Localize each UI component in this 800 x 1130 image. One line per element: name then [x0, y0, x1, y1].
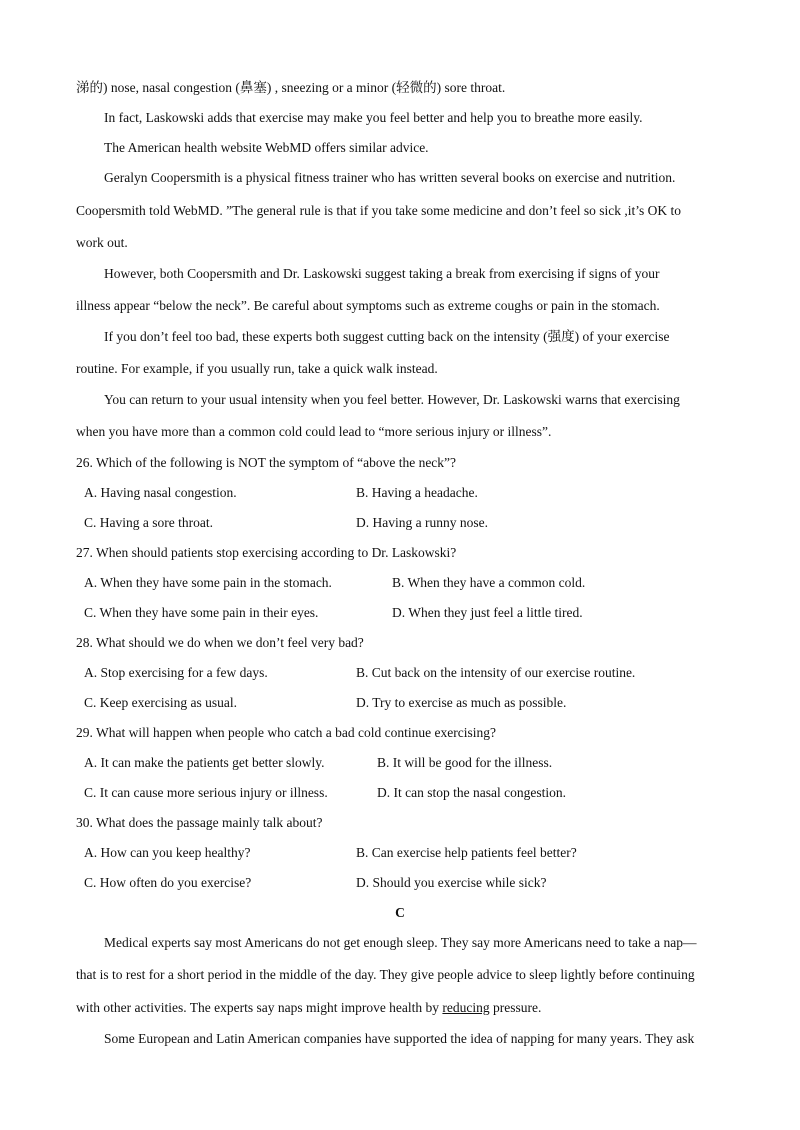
answer-option: A. It can make the patients get better slowly. [84, 755, 325, 770]
passage-b-line: In fact, Laskowski adds that exercise may make you feel better and help you to breathe more easily. [104, 110, 643, 125]
passage-b-line: when you have more than a common cold could lead to “more serious injury or illness”. [76, 424, 552, 439]
question-stem: 26. Which of the following is NOT the symptom of “above the neck”? [76, 455, 457, 470]
question-stem: 27. When should patients stop exercising according to Dr. Laskowski? [76, 545, 457, 560]
answer-option: C. How often do you exercise? [84, 875, 252, 890]
answer-option: B. Cut back on the intensity of our exercise routine. [356, 665, 636, 680]
answer-option: C. Keep exercising as usual. [84, 695, 237, 710]
answer-option: A. When they have some pain in the stomach. [84, 575, 332, 590]
section-heading: C [395, 905, 405, 920]
passage-c-line: that is to rest for a short period in the middle of the day. They give people advice to sleep lightly before continuing [76, 967, 695, 982]
answer-option: A. Having nasal congestion. [84, 485, 237, 500]
answer-option: D. Try to exercise as much as possible. [356, 695, 567, 710]
passage-b-line: The American health website WebMD offers similar advice. [104, 140, 429, 155]
answer-option: D. When they just feel a little tired. [392, 605, 583, 620]
passage-b-line: If you don’t feel too bad, these experts both suggest cutting back on the intensity (强度) of your exercise [104, 329, 670, 344]
answer-option: D. It can stop the nasal congestion. [377, 785, 566, 800]
answer-option: C. Having a sore throat. [84, 515, 213, 530]
question-stem: 29. What will happen when people who catch a bad cold continue exercising? [76, 725, 496, 740]
answer-option: D. Having a runny nose. [356, 515, 488, 530]
passage-b-line: 涕的) nose, nasal congestion (鼻塞) , sneezing or a minor (轻微的) sore throat. [76, 80, 506, 95]
passage-c-text: pressure. [489, 1000, 542, 1015]
passage-b-line: However, both Coopersmith and Dr. Laskowski suggest taking a break from exercising if signs of your [104, 266, 660, 281]
passage-b-line: routine. For example, if you usually run, take a quick walk instead. [76, 361, 438, 376]
answer-option: D. Should you exercise while sick? [356, 875, 547, 890]
answer-option: A. How can you keep healthy? [84, 845, 251, 860]
underlined-word: reducing [442, 1000, 490, 1015]
answer-option: B. Having a headache. [356, 485, 478, 500]
answer-option: B. It will be good for the illness. [377, 755, 553, 770]
passage-c-text: with other activities. The experts say naps might improve health by [76, 1000, 443, 1015]
passage-b-line: illness appear “below the neck”. Be careful about symptoms such as extreme coughs or pain in the stomach. [76, 298, 660, 313]
passage-c-line: Some European and Latin American companies have supported the idea of napping for many years. They ask [104, 1031, 695, 1046]
passage-c-line: Medical experts say most Americans do not get enough sleep. They say more Americans need to take a nap— [104, 935, 697, 950]
answer-option: A. Stop exercising for a few days. [84, 665, 268, 680]
question-stem: 30. What does the passage mainly talk about? [76, 815, 323, 830]
question-stem: 28. What should we do when we don’t feel very bad? [76, 635, 364, 650]
answer-option: B. Can exercise help patients feel better? [356, 845, 577, 860]
passage-b-line: You can return to your usual intensity when you feel better. However, Dr. Laskowski warns that exercising [104, 392, 680, 407]
passage-b-line: Coopersmith told WebMD. ”The general rule is that if you take some medicine and don’t feel so sick ,it’s OK to [76, 203, 682, 218]
answer-option: C. It can cause more serious injury or illness. [84, 785, 328, 800]
passage-b-line: work out. [76, 235, 128, 250]
answer-option: B. When they have a common cold. [392, 575, 586, 590]
answer-option: C. When they have some pain in their eyes. [84, 605, 319, 620]
passage-b-line: Geralyn Coopersmith is a physical fitness trainer who has written several books on exercise and nutrition. [104, 170, 676, 185]
passage-c-line [76, 1000, 541, 1016]
